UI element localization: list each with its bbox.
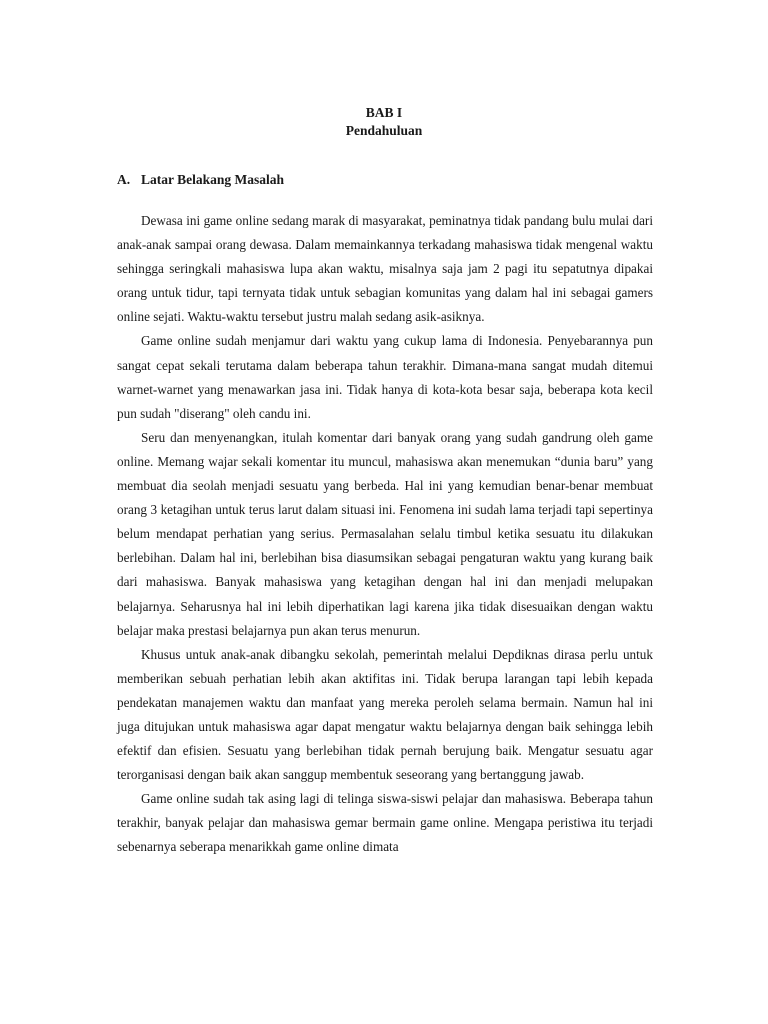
paragraph-1: Dewasa ini game online sedang marak di masyarakat, peminatnya tidak pandang bulu mulai dari anak-anak sampai orang dewasa. Dalam memainkannya terkadang mahasiswa tidak mengenal waktu sehingga seringkali mahasiswa lupa akan waktu, misalnya saja jam 2 pagi itu sepatutnya dipakai orang untuk tidur, tapi ternyata tidak untuk sebagian komunitas yang dalam hal ini sebagai gamers online sejati. Waktu-waktu tersebut justru malah sedang asik-asiknya.: [117, 213, 653, 325]
paragraph-5: Game online sudah tak asing lagi di telinga siswa-siswi pelajar dan mahasiswa. Beberapa tahun terakhir, banyak pelajar dan mahasiswa gemar bermain game online. Mengapa peristiwa itu terjadi sebenarnya seberapa menarikkah game online dimata: [117, 791, 653, 855]
paragraph-4: Khusus untuk anak-anak dibangku sekolah, pemerintah melalui Depdiknas dirasa perlu untuk memberikan sebuah perhatian lebih akan aktifitas ini. Tidak berupa larangan tapi lebih kepada pendekatan manajemen waktu dan manfaat yang mereka peroleh selama bermain. Namun hal ini juga ditujukan untuk mahasiswa agar dapat mengatur waktu belajarnya dengan baik sehingga lebih efektif dan efisien. Sesuatu yang berlebihan tidak pernah berujung baik. Mengatur sesuatu agar terorganisasi dengan baik akan sanggup membentuk seseorang yang bertanggung jawab.: [117, 646, 653, 783]
section-title: Latar Belakang Masalah: [141, 172, 285, 187]
chapter-title: Pendahuluan: [345, 123, 423, 138]
section-heading: [117, 171, 284, 189]
section-marker: A.: [117, 172, 131, 187]
paragraph-3: Seru dan menyenangkan, itulah komentar dari banyak orang yang sudah gandrung oleh game online. Memang wajar sekali komentar itu muncul, mahasiswa akan menemukan “dunia baru” yang membuat dia seolah menjadi sesuatu yang berbeda. Hal ini yang kemudian benar-benar membuat orang 3 ketagihan untuk terus larut dalam situasi ini. Fenomena ini sudah lama terjadi tapi sepertinya belum mendapat perhatian yang serius. Permasalahan selalu timbul ketika sesuatu itu dilakukan berlebihan. Dalam hal ini, berlebihan bisa diasumsikan sebagai pengaturan waktu yang kurang baik dari mahasiswa. Banyak mahasiswa yang ketagihan dengan hal ini dan menjadi melupakan belajarnya. Seharusnya hal ini lebih diperhatikan lagi karena jika tidak disesuaikan dengan waktu belajar maka prestasi belajarnya pun akan terus menurun.: [117, 429, 653, 638]
body-text: [117, 209, 653, 860]
paragraph-2: Game online sudah menjamur dari waktu yang cukup lama di Indonesia. Penyebarannya pun sangat cepat sekali terutama dalam beberapa tahun terakhir. Dimana-mana sangat mudah ditemui warnet-warnet yang menawarkan jasa ini. Tidak hanya di kota-kota besar saja, beberapa kota kecil pun sudah "diserang" oleh candu ini.: [117, 333, 653, 421]
chapter-number: BAB I: [365, 105, 403, 120]
